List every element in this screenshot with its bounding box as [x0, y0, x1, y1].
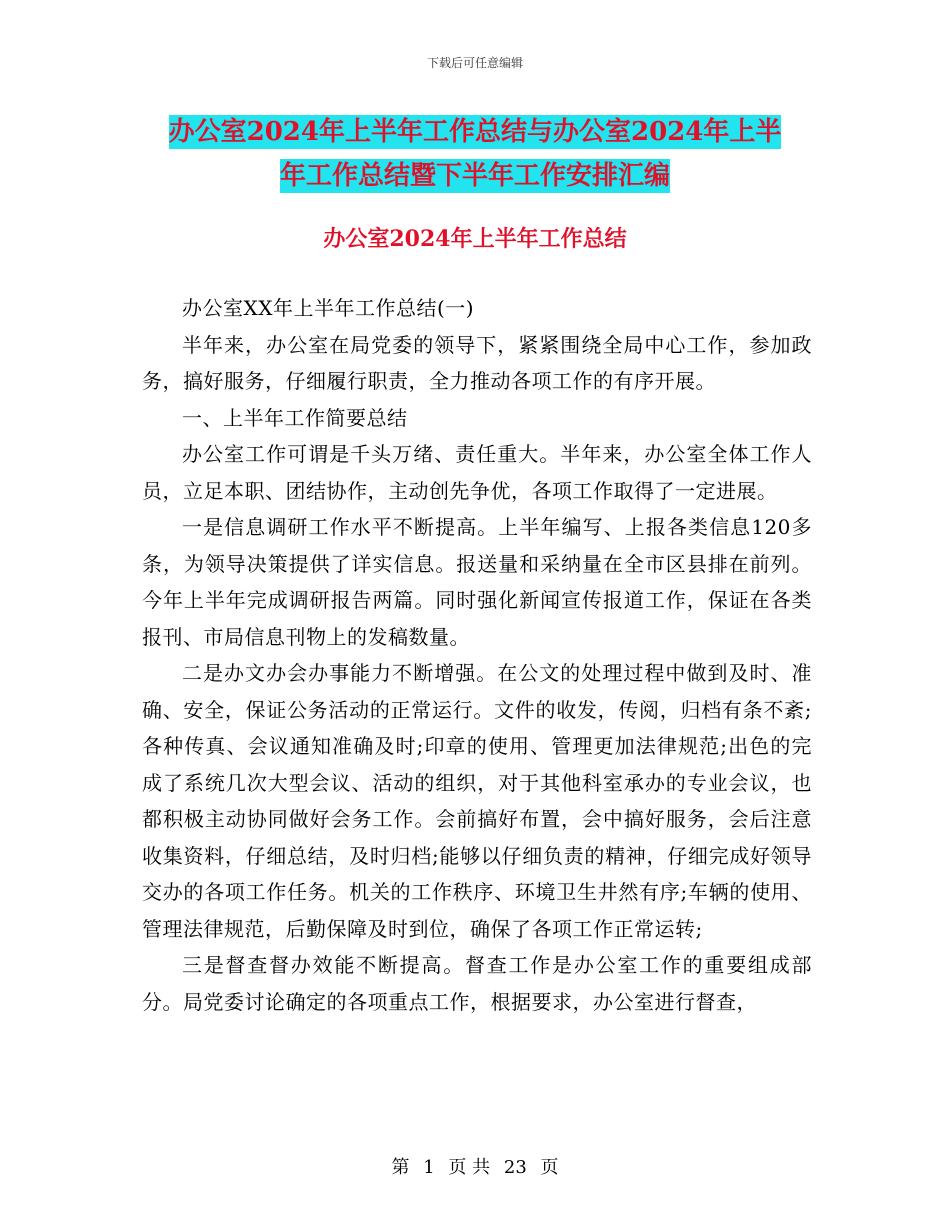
paragraph: 办公室XX年上半年工作总结(一)	[182, 296, 475, 320]
paragraph: 二是办文办会办事能力不断增强。在公文的处理过程中做到及时、准确、安全，保证公务活动的正常运行。文件的收发，传阅，归档有条不紊;各种传真、会议通知准确及时;印章的使用、管理更加法律规范;出色的完成了系统几次大型会议、活动的组织，对于其他科室承办的专业会议，也都积极主动协同做好会务工作。会前搞好布置，会中搞好服务，会后注意收集资料，仔细总结，及时归档;能够以仔细负责的精神，仔细完成好领导交办的各项工作任务。机关的工作秩序、环境卫生井然有序;车辆的使用、管理法律规范，后勤保障及时到位，确保了各项工作正常运转;	[142, 661, 812, 941]
total-pages: 23	[503, 1157, 527, 1178]
section-title: 办公室2024年上半年工作总结	[323, 226, 627, 252]
footer-prefix: 第	[391, 1157, 410, 1178]
paragraph: 半年来，办公室在局党委的领导下，紧紧围绕全局中心工作，参加政务，搞好服务，仔细履行职责，全力推动各项工作的有序开展。	[142, 332, 812, 393]
body-text	[142, 290, 812, 1020]
document-title	[140, 110, 810, 198]
page-number: 1	[423, 1157, 435, 1178]
paragraph: 一是信息调研工作水平不断提高。上半年编写、上报各类信息120多条，为领导决策提供了详实信息。报送量和采纳量在全市区县排在前列。今年上半年完成调研报告两篇。同时强化新闻宣传报道工作，保证在各类报刊、市局信息刊物上的发稿数量。	[142, 515, 812, 649]
footer-middle: 页 共	[448, 1157, 491, 1178]
title-line-2: 年工作总结暨下半年工作安排汇编	[279, 161, 670, 191]
paragraph: 一、上半年工作简要总结	[182, 405, 408, 430]
title-line-1: 办公室2024年上半年工作总结与办公室2024年上半	[168, 117, 782, 147]
page-footer	[0, 1153, 950, 1179]
paragraph: 办公室工作可谓是千头万绪、责任重大。半年来，办公室全体工作人员，立足本职、团结协作，主动创先争优，各项工作取得了一定进展。	[142, 442, 812, 503]
paragraph: 三是督查督办效能不断提高。督查工作是办公室工作的重要组成部分。局党委讨论确定的各项重点工作，根据要求，办公室进行督查，	[142, 953, 812, 1014]
footer-suffix: 页	[540, 1157, 559, 1178]
header-note: 下载后可任意编辑	[426, 56, 523, 70]
